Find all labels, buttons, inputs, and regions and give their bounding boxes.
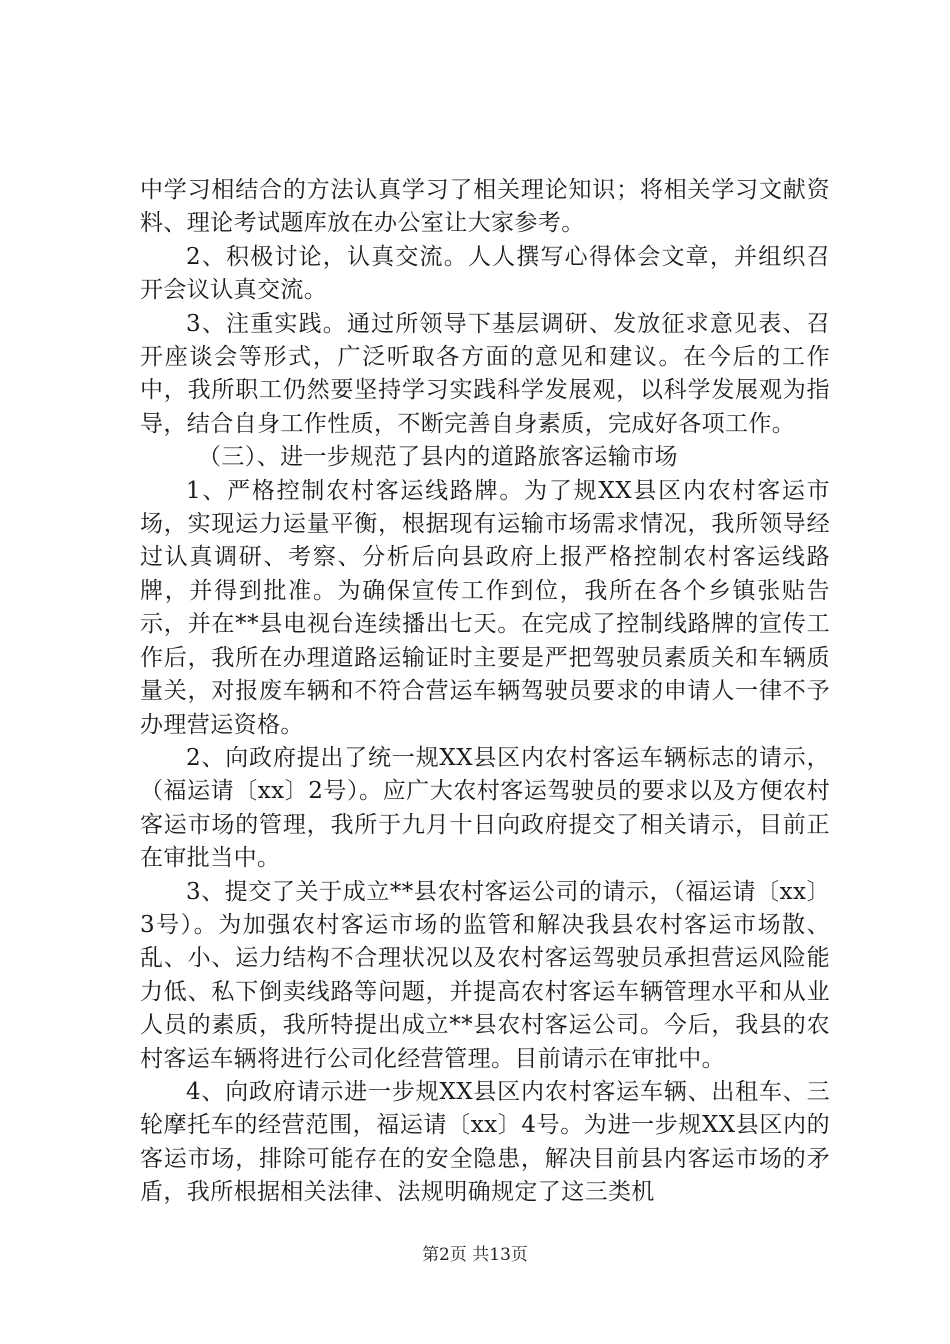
paragraph-transport-company: 3、提交了关于成立**县农村客运公司的请示，（福运请〔xx〕3号）。为加强农村客运市场的监管和解决我县农村客运市场散、乱、小、运力结构不合理状况以及农村客运驾驶员承担营运风险能力低、私下倒卖线路等问题，并提高农村客运车辆管理水平和从业人员的素质，我所特提出成立**县农村客运公司。今后，我县的农村客运车辆将进行公司化经营管理。目前请示在审批中。 xyxy=(140,878,830,1072)
paragraph-operating-scope: 4、向政府请示进一步规XX县区内农村客运车辆、出租车、三轮摩托车的经营范围，福运请〔xx〕4号。为进一步规XX县区内的客运市场，排除可能存在的安全隐患，解决目前县内客运市场的矛盾，我所根据相关法律、法规明确规定了这三类机 xyxy=(140,1078,830,1206)
page-number-footer: 第2页 共13页 xyxy=(422,1245,528,1265)
document-body xyxy=(140,174,830,1210)
paragraph-discussion: 2、积极讨论，认真交流。人人撰写心得体会文章，并组织召开会议认真交流。 xyxy=(140,243,830,304)
section-heading-transport-market: （三）、进一步规范了县内的道路旅客运输市场 xyxy=(198,444,678,471)
paragraph-route-plates: 1、严格控制农村客运线路牌。为了规XX县区内农村客运市场，实现运力运量平衡，根据现有运输市场需求情况，我所领导经过认真调研、考察、分析后向县政府上报严格控制农村客运线路牌，并得到批准。为确保宣传工作到位，我所在各个乡镇张贴告示，并在**县电视台连续播出七天。在完成了控制线路牌的宣传工作后，我所在办理道路运输证时主要是严把驾驶员素质关和车辆质量关，对报废车辆和不符合营运车辆驾驶员要求的申请人一律不予办理营运资格。 xyxy=(140,477,830,738)
paragraph-vehicle-markings: 2、向政府提出了统一规XX县区内农村客运车辆标志的请示，（福运请〔xx〕2号）。应广大农村客运驾驶员的要求以及方便农村客运市场的管理，我所于九月十日向政府提交了相关请示，目前正在审批当中。 xyxy=(140,744,830,872)
paragraph-study-methods: 中学习相结合的方法认真学习了相关理论知识；将相关学习文献资料、理论考试题库放在办公室让大家参考。 xyxy=(140,177,830,237)
paragraph-practice: 3、注重实践。通过所领导下基层调研、发放征求意见表、召开座谈会等形式，广泛听取各方面的意见和建议。在今后的工作中，我所职工仍然要坚持学习实践科学发展观，以科学发展观为指导，结合自身工作性质，不断完善自身素质，完成好各项工作。 xyxy=(140,310,830,437)
